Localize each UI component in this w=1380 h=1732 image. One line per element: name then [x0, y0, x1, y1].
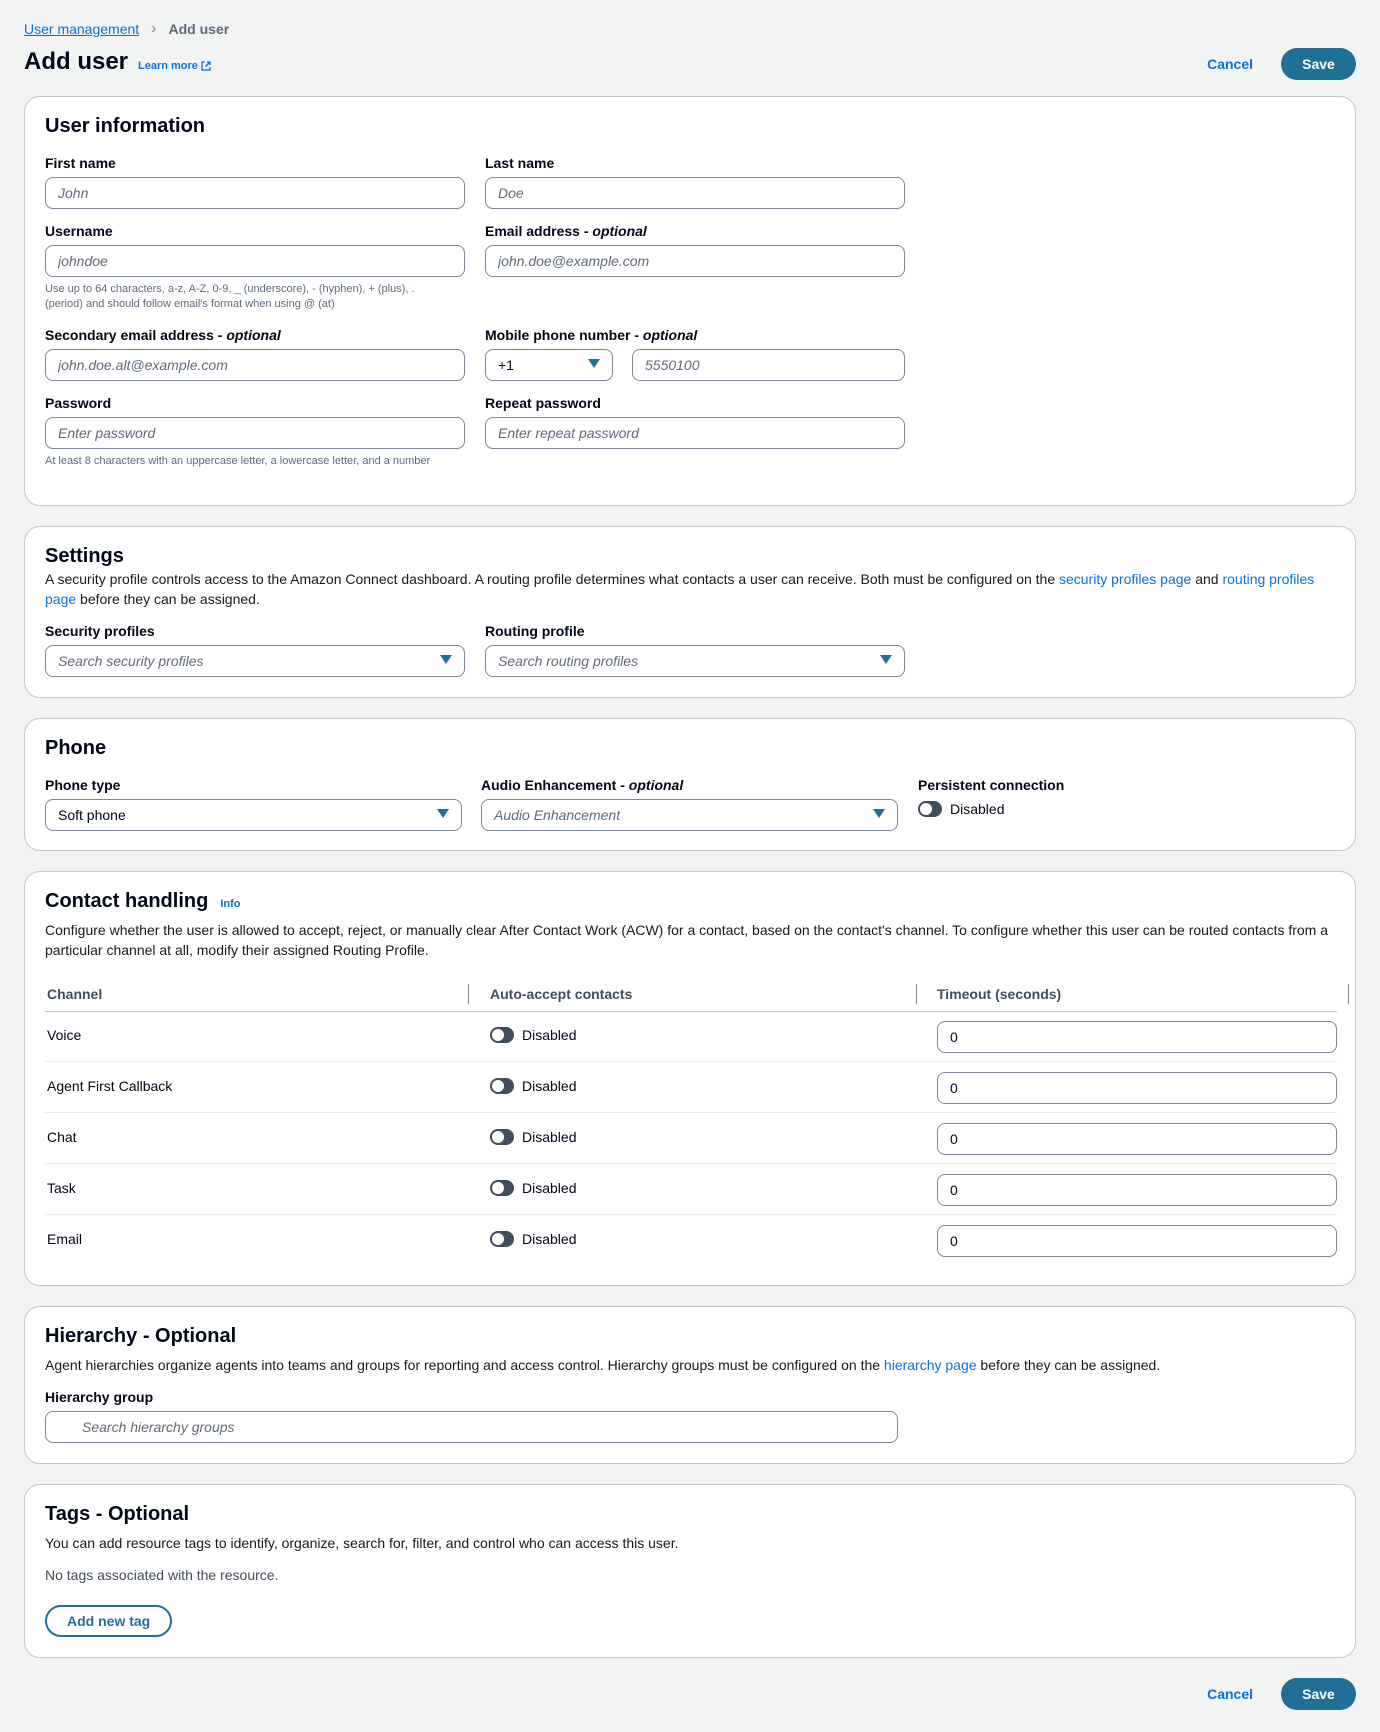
persistent-connection-state: Disabled	[950, 801, 1005, 817]
first-name-label: First name	[45, 155, 116, 171]
tags-empty-message: No tags associated with the resource.	[45, 1567, 279, 1583]
phone-title: Phone	[45, 737, 107, 759]
caret-down-icon	[588, 359, 600, 368]
auto-accept-toggle[interactable]	[490, 1078, 576, 1094]
routing-profile-placeholder: Search routing profiles	[498, 653, 639, 669]
caret-down-icon	[880, 655, 892, 664]
caret-down-icon	[440, 655, 452, 664]
auto-accept-toggle[interactable]	[490, 1027, 576, 1043]
auto-accept-state: Disabled	[522, 1231, 577, 1247]
channel-name: Voice	[47, 1027, 82, 1043]
auto-accept-toggle[interactable]	[490, 1129, 576, 1145]
first-name-input[interactable]	[45, 177, 465, 209]
external-link-icon	[201, 61, 211, 71]
caret-down-icon	[437, 809, 449, 818]
toggle-knob	[492, 1029, 504, 1041]
contact-handling-title: Contact handling	[45, 890, 209, 912]
timeout-input[interactable]	[937, 1021, 1337, 1053]
toggle-knob	[492, 1182, 504, 1194]
mobile-optional: optional	[642, 327, 698, 343]
email-input[interactable]	[485, 245, 905, 277]
hierarchy-group-search	[45, 1411, 898, 1443]
email-label	[485, 223, 647, 239]
learn-more-label: Learn more	[138, 60, 198, 72]
security-profiles-page-link[interactable]: security profiles page	[1059, 571, 1192, 587]
repeat-password-input[interactable]	[485, 417, 905, 449]
auto-accept-state: Disabled	[522, 1180, 577, 1196]
settings-desc-post: before they can be assigned.	[76, 591, 260, 607]
phone-type-label: Phone type	[45, 777, 121, 793]
secondary-email-label-text: Secondary email address -	[45, 327, 227, 343]
timeout-input[interactable]	[937, 1225, 1337, 1257]
timeout-input[interactable]	[937, 1123, 1337, 1155]
audio-enhancement-label-text: Audio Enhancement -	[481, 777, 629, 793]
security-profiles-label: Security profiles	[45, 623, 155, 639]
user-information-title: User information	[45, 115, 206, 137]
settings-desc-mid: and	[1191, 571, 1223, 587]
table-row	[45, 1164, 1337, 1215]
tags-container	[24, 1484, 1356, 1658]
column-divider	[1348, 984, 1349, 1004]
tags-title: Tags - Optional	[45, 1503, 190, 1525]
top-actions	[1207, 48, 1356, 80]
caret-down-icon	[873, 809, 885, 818]
toggle-switch[interactable]	[918, 801, 942, 817]
last-name-label: Last name	[485, 155, 555, 171]
persistent-connection-label: Persistent connection	[918, 777, 1065, 793]
channel-name: Task	[47, 1180, 76, 1196]
phone-container	[24, 718, 1356, 851]
settings-description	[45, 569, 1335, 609]
toggle-knob	[492, 1233, 504, 1245]
learn-more-link[interactable]	[138, 60, 211, 72]
contact-handling-container	[24, 871, 1356, 1286]
toggle-switch[interactable]	[490, 1180, 514, 1196]
hierarchy-container	[24, 1306, 1356, 1464]
country-code-value: +1	[498, 357, 514, 373]
timeout-input[interactable]	[937, 1174, 1337, 1206]
channel-name: Chat	[47, 1129, 77, 1145]
table-row	[45, 1062, 1337, 1113]
save-button[interactable]: Save	[1281, 1678, 1356, 1710]
routing-profile-label: Routing profile	[485, 623, 585, 639]
security-profiles-select[interactable]	[45, 645, 465, 677]
toggle-switch[interactable]	[490, 1231, 514, 1247]
toggle-knob	[492, 1131, 504, 1143]
toggle-knob	[492, 1080, 504, 1092]
info-link[interactable]: Info	[220, 898, 241, 910]
settings-container	[24, 526, 1356, 698]
last-name-input[interactable]	[485, 177, 905, 209]
auto-accept-toggle[interactable]	[490, 1180, 576, 1196]
channel-name: Agent First Callback	[47, 1078, 173, 1094]
breadcrumb-user-management-link[interactable]: User management	[24, 21, 140, 37]
routing-profiles-page-link[interactable]: routing profiles page	[45, 571, 1315, 607]
password-label: Password	[45, 395, 112, 411]
breadcrumb-current: Add user	[168, 21, 230, 37]
mobile-label	[485, 327, 697, 343]
auto-accept-toggle[interactable]	[490, 1231, 576, 1247]
toggle-knob	[920, 803, 932, 815]
hierarchy-desc-pre: Agent hierarchies organize agents into teams and groups for reporting and access control. Hierarchy groups must be configured on the	[45, 1357, 884, 1373]
audio-enhancement-placeholder: Audio Enhancement	[494, 807, 621, 823]
hierarchy-title: Hierarchy - Optional	[45, 1325, 237, 1347]
column-header-timeout: Timeout (seconds)	[937, 986, 1062, 1002]
mobile-label-text: Mobile phone number -	[485, 327, 643, 343]
password-input[interactable]	[45, 417, 465, 449]
hierarchy-desc-post: before they can be assigned.	[976, 1357, 1161, 1373]
mobile-phone-input[interactable]	[632, 349, 905, 381]
toggle-switch[interactable]	[490, 1078, 514, 1094]
cancel-button[interactable]: Cancel	[1207, 56, 1253, 72]
audio-enhancement-optional: optional	[628, 777, 684, 793]
hierarchy-group-input[interactable]	[45, 1411, 898, 1443]
table-row	[45, 1011, 1337, 1062]
chevron-right-icon: ›	[151, 20, 157, 37]
auto-accept-state: Disabled	[522, 1129, 577, 1145]
column-header-channel: Channel	[47, 986, 103, 1002]
phone-type-select[interactable]	[45, 799, 462, 831]
persistent-connection-toggle[interactable]	[918, 801, 1004, 817]
hierarchy-page-link[interactable]: hierarchy page	[883, 1357, 977, 1373]
column-divider	[916, 984, 917, 1004]
contact-handling-description: Configure whether the user is allowed to accept, reject, or manually clear After Contact Work (ACW) for a contact, based on the contact's channel. To configure whether this user can be routed contacts from a particular channel at all, modify their assigned Routing Profile.	[45, 922, 1329, 958]
cancel-button[interactable]: Cancel	[1207, 1686, 1253, 1702]
page-header	[24, 48, 211, 76]
bottom-actions	[1207, 1678, 1356, 1710]
breadcrumb	[24, 20, 229, 38]
contact-handling-header	[45, 890, 241, 913]
page-title: Add user	[24, 48, 129, 75]
username-input[interactable]	[45, 245, 465, 277]
settings-desc-pre: A security profile controls access to the Amazon Connect dashboard. A routing profile determines what contacts a user can receive. Both must be configured on the	[45, 571, 1060, 587]
audio-enhancement-label	[481, 777, 683, 793]
secondary-email-label	[45, 327, 281, 343]
channel-name: Email	[47, 1231, 83, 1247]
table-row	[45, 1215, 1337, 1266]
security-profiles-placeholder: Search security profiles	[58, 653, 204, 669]
settings-title: Settings	[45, 545, 124, 567]
toggle-switch[interactable]	[490, 1129, 514, 1145]
auto-accept-state: Disabled	[522, 1027, 577, 1043]
email-label-text: Email address -	[485, 223, 593, 239]
add-new-tag-button[interactable]: Add new tag	[45, 1605, 172, 1637]
save-button[interactable]: Save	[1281, 48, 1356, 80]
secondary-email-optional: optional	[226, 327, 281, 343]
audio-enhancement-select[interactable]	[481, 799, 898, 831]
hierarchy-description	[45, 1355, 1335, 1375]
table-header	[45, 976, 1337, 1012]
auto-accept-state: Disabled	[522, 1078, 577, 1094]
secondary-email-input[interactable]	[45, 349, 465, 381]
hierarchy-group-label: Hierarchy group	[45, 1389, 154, 1405]
routing-profile-select[interactable]	[485, 645, 905, 677]
column-header-auto-accept: Auto-accept contacts	[490, 986, 633, 1002]
country-code-select[interactable]	[485, 349, 613, 381]
column-divider	[468, 984, 469, 1004]
email-optional: optional	[592, 223, 647, 239]
user-information-container	[24, 96, 1356, 506]
timeout-input[interactable]	[937, 1072, 1337, 1104]
table-row	[45, 1113, 1337, 1164]
username-label: Username	[45, 223, 113, 239]
password-hint: At least 8 characters with an uppercase letter, a lowercase letter, and a number	[45, 455, 431, 467]
phone-type-value: Soft phone	[58, 807, 126, 823]
tags-description: You can add resource tags to identify, organize, search for, filter, and control who can access this user.	[45, 1535, 679, 1551]
repeat-password-label: Repeat password	[485, 395, 601, 411]
toggle-switch[interactable]	[490, 1027, 514, 1043]
username-hint: Use up to 64 characters, a-z, A-Z, 0-9, _ (underscore), - (hyphen), + (plus), . (period) and should follow email's format when using @ (at)	[45, 283, 415, 310]
